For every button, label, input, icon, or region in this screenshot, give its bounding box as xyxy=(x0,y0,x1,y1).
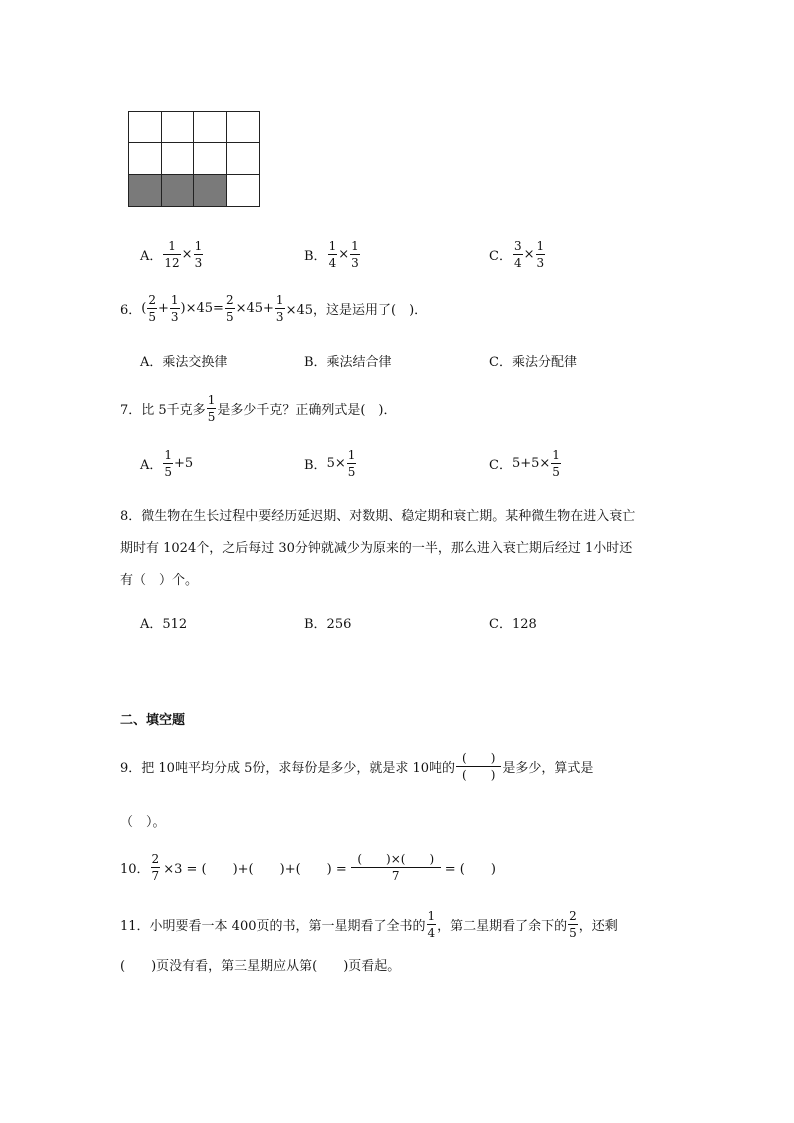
fraction: $\frac{1}{4}$ xyxy=(427,909,436,940)
option-label: A． xyxy=(140,458,163,473)
grid-cell-shaded xyxy=(162,175,195,206)
operator: × xyxy=(523,247,535,262)
q8-text-line1: 8．微生物在生长过程中要经历延迟期、对数期、稳定期和衰亡期。某种微生物在进入衰亡 xyxy=(120,509,636,524)
option-label: B． xyxy=(304,249,327,264)
operator: × xyxy=(338,247,350,262)
question-number: 6． xyxy=(120,303,142,318)
q8-text-line2: 期时有 1024个，之后每过 30分钟就减少为原来的一半，那么进入衰亡期后经过 1小时还 xyxy=(120,541,633,556)
q10-stem xyxy=(120,853,496,882)
grid-cell xyxy=(194,143,227,174)
q8-text-line3: 有（ ）个。 xyxy=(120,573,199,588)
q9-stem xyxy=(120,752,593,781)
option-label: C． xyxy=(489,249,512,264)
fraction: $\frac{2}{5}$ xyxy=(225,293,234,324)
expression-text: )×45= xyxy=(180,301,224,316)
operator: + xyxy=(158,301,169,316)
fraction: $\frac{1}{5}$ xyxy=(207,393,216,424)
fraction: $\frac{1}{5}$ xyxy=(164,448,173,479)
grid-cell xyxy=(227,175,260,206)
q5-option-a[interactable] xyxy=(140,240,204,269)
fraction: $\frac{1}{5}$ xyxy=(347,448,356,479)
fraction: $\frac{1}{5}$ xyxy=(552,448,560,479)
q6-option-c[interactable]: C．乘法分配律 xyxy=(489,355,577,370)
fraction: $\frac{1}{3}$ xyxy=(536,239,545,270)
q5-option-c[interactable] xyxy=(489,240,546,269)
blank-fraction[interactable]: $\frac{( )}{( )}$ xyxy=(456,752,501,781)
grid-cell xyxy=(162,143,195,174)
expression-text: 5+5× xyxy=(511,456,551,471)
grid-cell-shaded xyxy=(129,175,162,206)
q11-stem xyxy=(120,910,618,939)
grid-cell xyxy=(194,112,227,143)
q9-answer-blank[interactable]: （ ）。 xyxy=(120,815,166,830)
operator: × xyxy=(181,247,193,262)
fraction: $\frac{1}{3}$ xyxy=(170,293,179,324)
q7-option-a[interactable] xyxy=(140,449,193,478)
q11-text-line2[interactable]: ( )页没有看，第三星期应从第( )页看起。 xyxy=(120,959,401,974)
q7-option-c[interactable] xyxy=(489,449,562,478)
q6-option-b[interactable]: B．乘法结合律 xyxy=(304,355,392,370)
q8-option-a[interactable]: A．512 xyxy=(140,617,188,632)
expression-blanks[interactable]: ×3 = ( )+( )+( ) = xyxy=(163,862,347,877)
question-number: 7． xyxy=(120,403,142,418)
q7-option-b[interactable] xyxy=(304,449,357,478)
question-text: ，还剩 xyxy=(578,919,618,934)
expression-text: +5 xyxy=(174,456,194,471)
grid-cell xyxy=(129,112,162,143)
fraction: $\frac{1}{3}$ xyxy=(351,239,359,270)
option-label: B． xyxy=(304,458,327,473)
fraction: $\frac{2}{5}$ xyxy=(569,909,577,940)
expression-text: 5× xyxy=(326,456,346,471)
paren-open: ( xyxy=(141,301,147,316)
q7-stem xyxy=(120,394,396,423)
question-text: 是多少千克？正确列式是( )． xyxy=(217,403,397,418)
section-title: 二、填空题 xyxy=(120,713,186,728)
question-text: 比 5千克多 xyxy=(141,403,206,418)
grid-cell-shaded xyxy=(194,175,227,206)
q6-option-a[interactable]: A．乘法交换律 xyxy=(140,355,228,370)
option-label: C． xyxy=(489,458,512,473)
q5-option-b[interactable] xyxy=(304,240,361,269)
question-text: 9．把 10吨平均分成 5份，求每份是多少，就是求 10吨的 xyxy=(120,761,456,776)
fraction: $\frac{1}{4}$ xyxy=(328,239,337,270)
question-text: ，第二星期看了余下的 xyxy=(437,919,568,934)
grid-cell xyxy=(162,112,195,143)
blank-fraction[interactable]: $\frac{( )\times( )}{7}$ xyxy=(351,853,441,882)
question-text: 11．小明要看一本 400页的书，第一星期看了全书的 xyxy=(120,919,426,934)
grid-cell xyxy=(129,143,162,174)
q8-option-c[interactable]: C．128 xyxy=(489,617,537,632)
q6-stem xyxy=(120,294,427,323)
question-text: 是多少，算式是 xyxy=(502,761,594,776)
option-label: A． xyxy=(140,249,163,264)
fraction: $\frac{1}{3}$ xyxy=(275,293,284,324)
grid-cell xyxy=(227,112,260,143)
question-number: 10． xyxy=(120,862,150,877)
fraction-grid-figure xyxy=(128,111,260,207)
question-text: ×45，这是运用了( )． xyxy=(285,303,428,318)
fraction: $\frac{2}{5}$ xyxy=(148,293,156,324)
q8-option-b[interactable]: B．256 xyxy=(304,617,352,632)
expression-blank[interactable]: = ( ) xyxy=(444,862,496,877)
fraction: $\frac{3}{4}$ xyxy=(513,239,522,270)
fraction: $\frac{1}{12}$ xyxy=(164,239,180,270)
fraction: $\frac{1}{3}$ xyxy=(194,239,203,270)
fraction: $\frac{2}{7}$ xyxy=(151,852,160,883)
grid-cell xyxy=(227,143,260,174)
expression-text: ×45+ xyxy=(235,301,274,316)
